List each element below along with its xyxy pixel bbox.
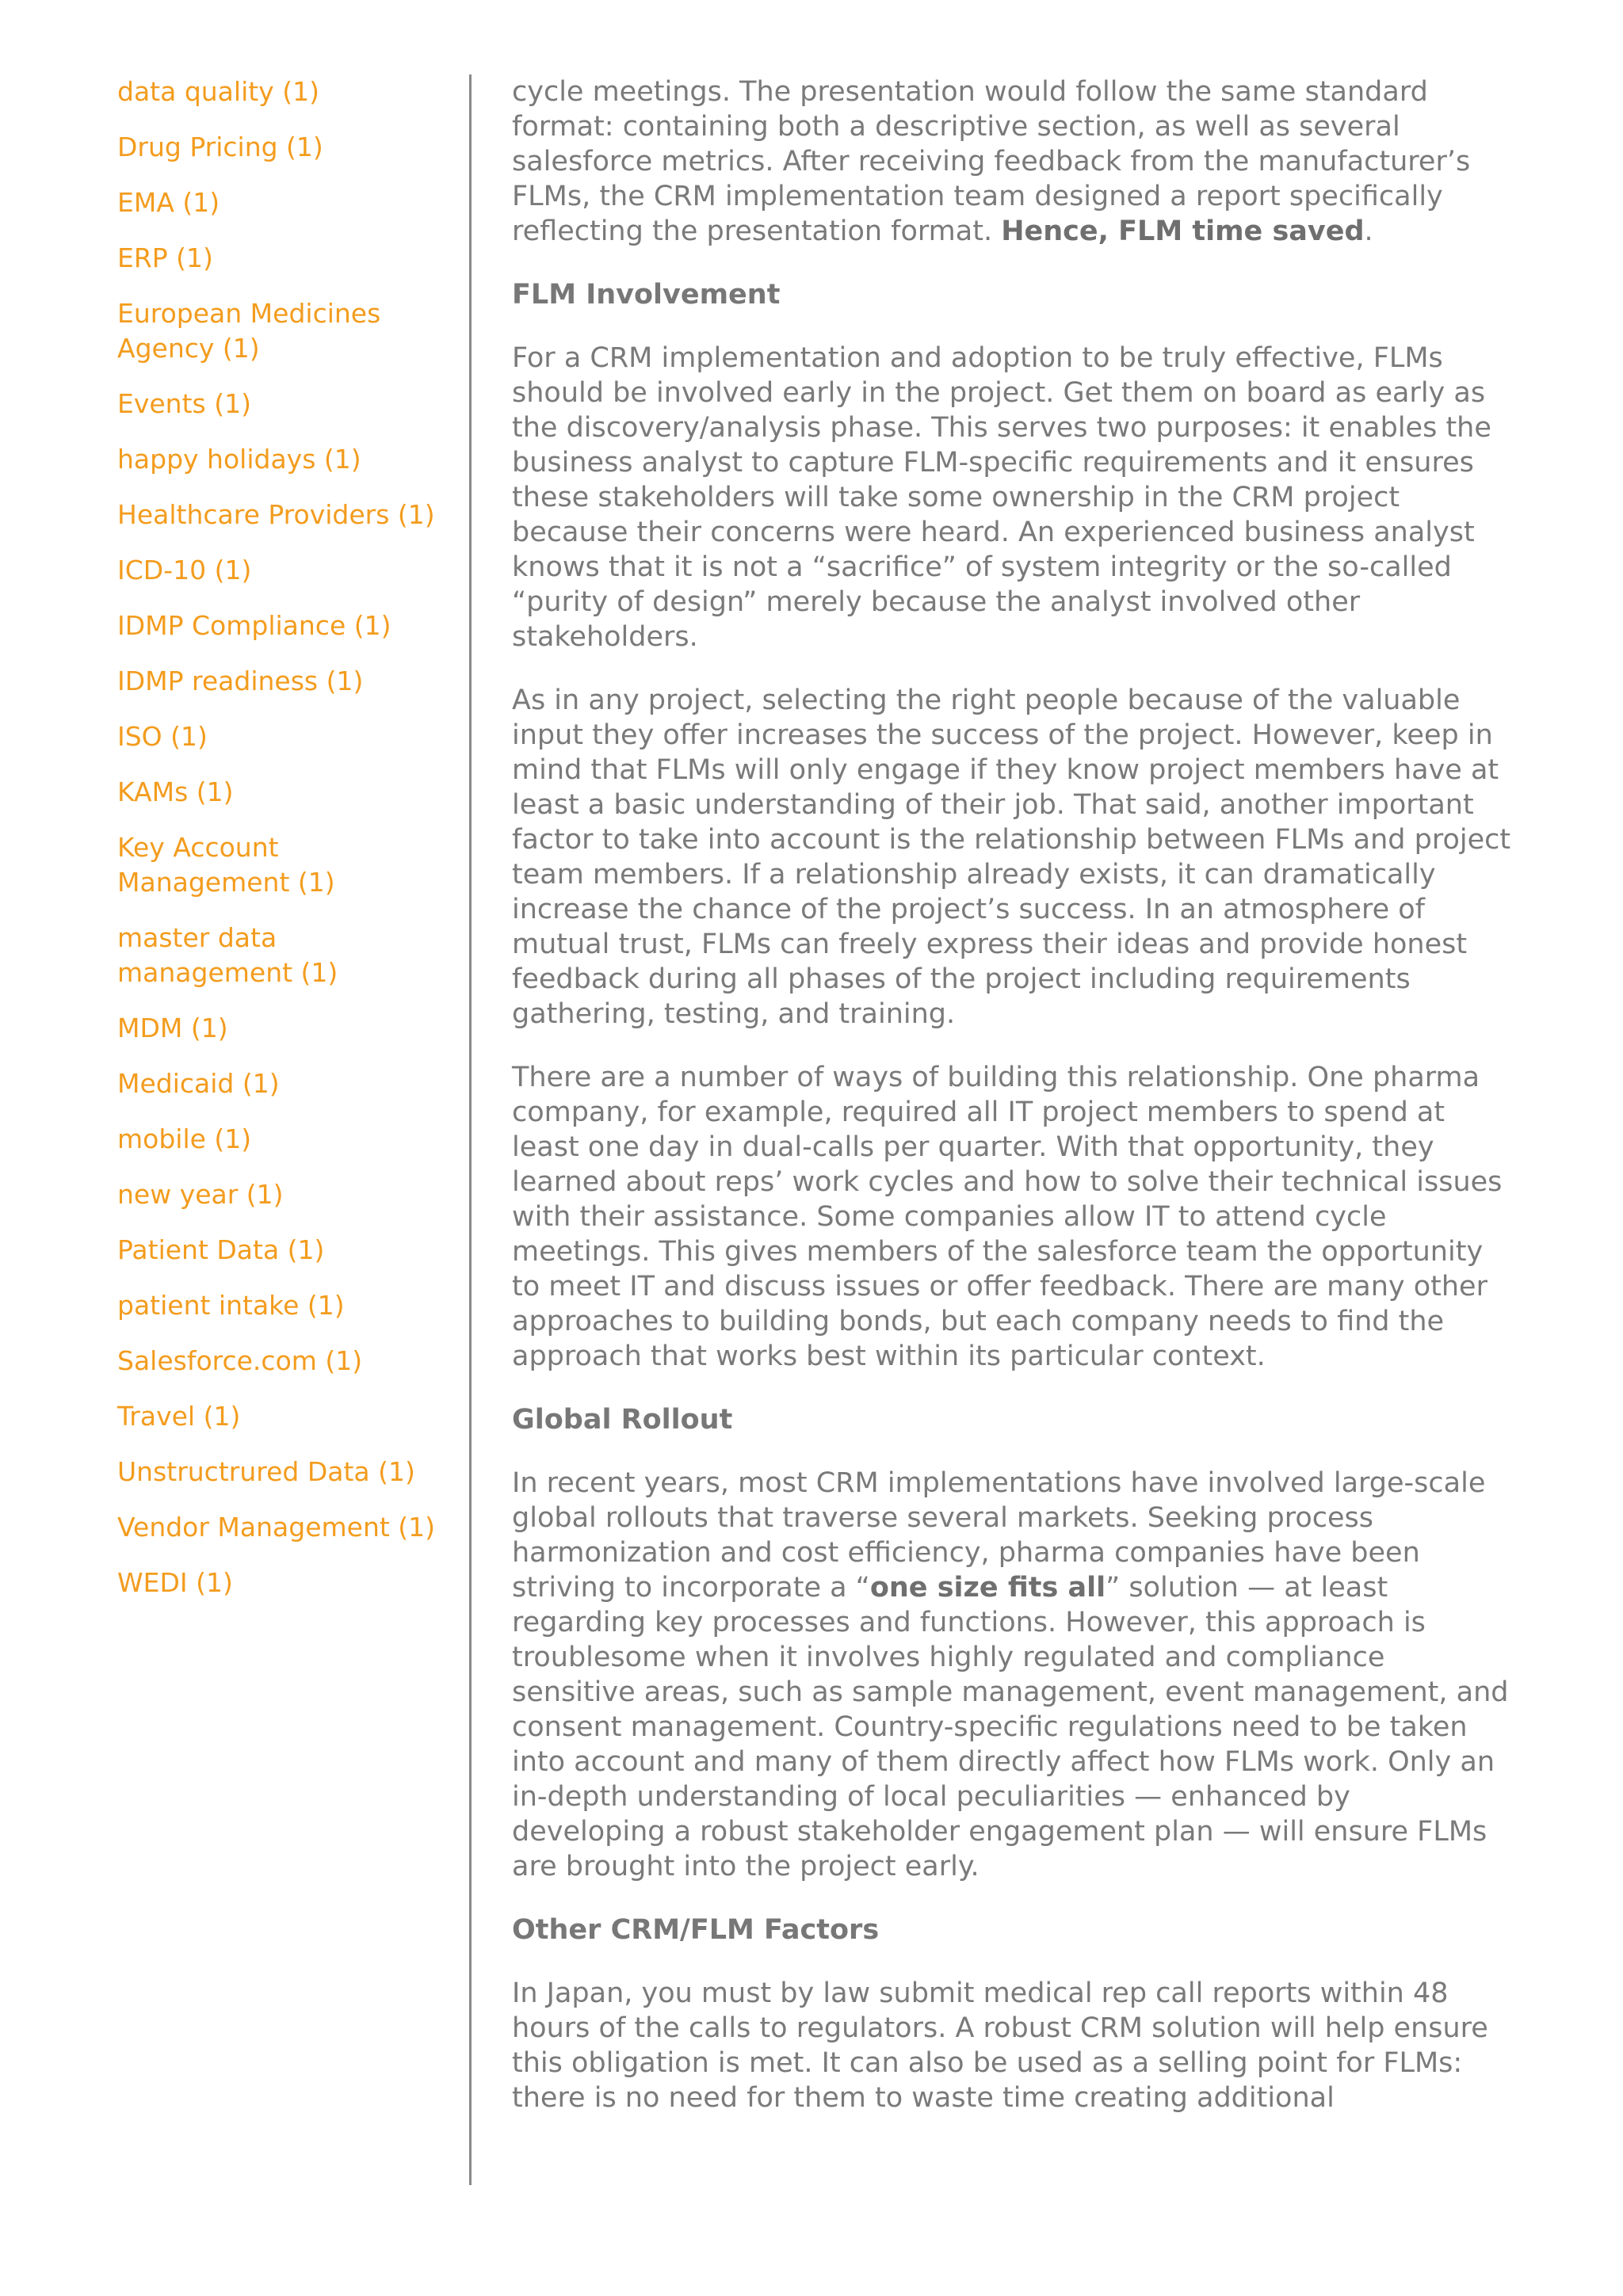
flm-involvement-paragraph-3: There are a number of ways of building this relationship. One pharma company, for example, required all IT project members to spend at least one day in dual-calls per quarter. With that opportunity, they learned about reps’ work cycles and how to solve their technical issues with their assistance. Some companies allow IT to attend cycle meetings. This gives members of the salesforce team the opportunity to meet IT and discuss issues or offer feedback. There are many other approaches to building bonds, but each company needs to find the approach that works best within its particular context. xyxy=(512,1062,1503,1372)
tag-item xyxy=(117,387,458,421)
column-divider xyxy=(469,74,472,2185)
tag-link-medicaid[interactable]: Medicaid (1) xyxy=(117,1068,280,1099)
tag-link-travel[interactable]: Travel (1) xyxy=(117,1401,241,1432)
tag-link-kams[interactable]: KAMs (1) xyxy=(117,776,234,807)
tag-item xyxy=(117,1399,458,1434)
tag-item xyxy=(117,608,458,643)
flm-involvement-paragraph-2: As in any project, selecting the right people because of the valuable input they offer increases the success of the project. However, keep in mind that FLMs will only engage if they know project members have at least a basic understanding of their job. That said, another important factor to take into account is the relationship between FLMs and project team members. If a relationship already exists, it can dramatically increase the chance of the project’s success. In an atmosphere of mutual trust, FLMs can freely express their ideas and provide honest feedback during all phases of the project including requirements gathering, testing, and training. xyxy=(512,685,1511,1030)
global-rollout-text-before: In recent years, most CRM implementations have involved large-scale global rollouts that traverse several markets. Seeking process harmonization and cost efficiency, pharma companies have been striving to incorporate a “ xyxy=(512,1467,1486,1604)
tag-link-mobile[interactable]: mobile (1) xyxy=(117,1123,252,1154)
tag-item xyxy=(117,296,458,366)
global-rollout-text-after: ” solution — at least regarding key processes and functions. However, this approach is troublesome when it involves highly regulated and compliance sensitive areas, such as sample management, event management, and consent management. Country-specific regulations need to be taken into account and many of them directly affect how FLMs work. Only an in-depth understanding of local peculiarities — enhanced by developing a robust stakeholder engagement plan — will ensure FLMs are brought into the project early. xyxy=(512,1572,1509,1882)
tag-link-unstructrured-data[interactable]: Unstructrured Data (1) xyxy=(117,1456,415,1487)
article-content xyxy=(512,74,1512,2144)
tag-item xyxy=(117,498,458,532)
tag-link-ema[interactable]: EMA (1) xyxy=(117,187,220,218)
global-rollout-paragraph xyxy=(512,1466,1512,1884)
tag-item xyxy=(117,442,458,477)
flm-involvement-paragraph-1: For a CRM implementation and adoption to be truly effective, FLMs should be involved early in the project. Get them on board as early as the discovery/analysis phase. This serves two purposes: it enables the business analyst to capture FLM-specific requirements and it ensures these stakeholders will take some ownership in the CRM project because their concerns were heard. An experienced business analyst knows that it is not a “sacrifice” of system integrity or the so-called “purity of design” merely because the analyst involved other stakeholders. xyxy=(512,342,1491,653)
heading-flm-involvement: FLM Involvement xyxy=(512,279,781,311)
tag-item xyxy=(117,241,458,276)
tag-link-idmp-compliance[interactable]: IDMP Compliance (1) xyxy=(117,610,391,641)
tag-item xyxy=(117,1177,458,1212)
tag-item xyxy=(117,1011,458,1046)
heading-global-rollout: Global Rollout xyxy=(512,1404,733,1436)
tag-link-iso[interactable]: ISO (1) xyxy=(117,721,208,752)
intro-paragraph xyxy=(512,74,1512,249)
tag-link-icd-10[interactable]: ICD-10 (1) xyxy=(117,555,252,585)
intro-end: . xyxy=(1364,215,1373,247)
tag-link-vendor-management[interactable]: Vendor Management (1) xyxy=(117,1512,436,1543)
tag-link-european-medicines-agency[interactable]: European Medicines Agency (1) xyxy=(117,298,381,364)
tag-item xyxy=(117,1455,458,1489)
tag-link-idmp-readiness[interactable]: IDMP readiness (1) xyxy=(117,666,364,696)
global-rollout-bold-text: one size fits all xyxy=(869,1572,1106,1604)
tag-item xyxy=(117,775,458,810)
tag-item xyxy=(117,74,458,109)
tag-link-happy-holidays[interactable]: happy holidays (1) xyxy=(117,444,361,475)
tag-link-drug-pricing[interactable]: Drug Pricing (1) xyxy=(117,132,323,162)
tag-item xyxy=(117,185,458,220)
tag-item xyxy=(117,921,458,990)
tag-link-erp[interactable]: ERP (1) xyxy=(117,242,213,273)
tag-link-key-account-management[interactable]: Key Account Management (1) xyxy=(117,832,335,898)
tag-item xyxy=(117,1510,458,1545)
heading-other-factors: Other CRM/FLM Factors xyxy=(512,1914,880,1946)
tag-cloud-sidebar xyxy=(117,74,458,1621)
tag-list xyxy=(117,74,458,1600)
intro-text: cycle meetings. The presentation would follow the same standard format: containing both a descriptive section, as well as several salesforce metrics. After receiving feedback from the manufacturer’s FLMs, the CRM implementation team designed a report specifically reflecting the presentation format. xyxy=(512,76,1471,247)
tag-item xyxy=(117,830,458,900)
tag-item xyxy=(117,553,458,588)
tag-link-patient-data[interactable]: Patient Data (1) xyxy=(117,1234,325,1265)
tag-item xyxy=(117,1344,458,1379)
tag-link-wedi[interactable]: WEDI (1) xyxy=(117,1567,233,1598)
tag-link-salesforce-com[interactable]: Salesforce.com (1) xyxy=(117,1345,363,1376)
tag-item xyxy=(117,1566,458,1600)
intro-bold-text: Hence, FLM time saved xyxy=(1001,215,1365,247)
tag-link-data-quality[interactable]: data quality (1) xyxy=(117,76,319,107)
tag-link-new-year[interactable]: new year (1) xyxy=(117,1179,284,1210)
tag-link-master-data-management[interactable]: master data management (1) xyxy=(117,922,338,988)
tag-item xyxy=(117,719,458,754)
tag-link-events[interactable]: Events (1) xyxy=(117,388,251,419)
tag-item xyxy=(117,130,458,165)
other-factors-paragraph: In Japan, you must by law submit medical rep call reports within 48 hours of the calls to regulators. A robust CRM solution will help ensure this obligation is met. It can also be used as a selling point for FLMs: there is no need for them to waste time creating additional xyxy=(512,1978,1488,2114)
tag-link-patient-intake[interactable]: patient intake (1) xyxy=(117,1290,345,1321)
tag-link-mdm[interactable]: MDM (1) xyxy=(117,1013,228,1043)
tag-item xyxy=(117,1066,458,1101)
tag-item xyxy=(117,1233,458,1268)
tag-link-healthcare-providers[interactable]: Healthcare Providers (1) xyxy=(117,499,435,530)
tag-item xyxy=(117,664,458,699)
tag-item xyxy=(117,1288,458,1323)
tag-item xyxy=(117,1122,458,1157)
